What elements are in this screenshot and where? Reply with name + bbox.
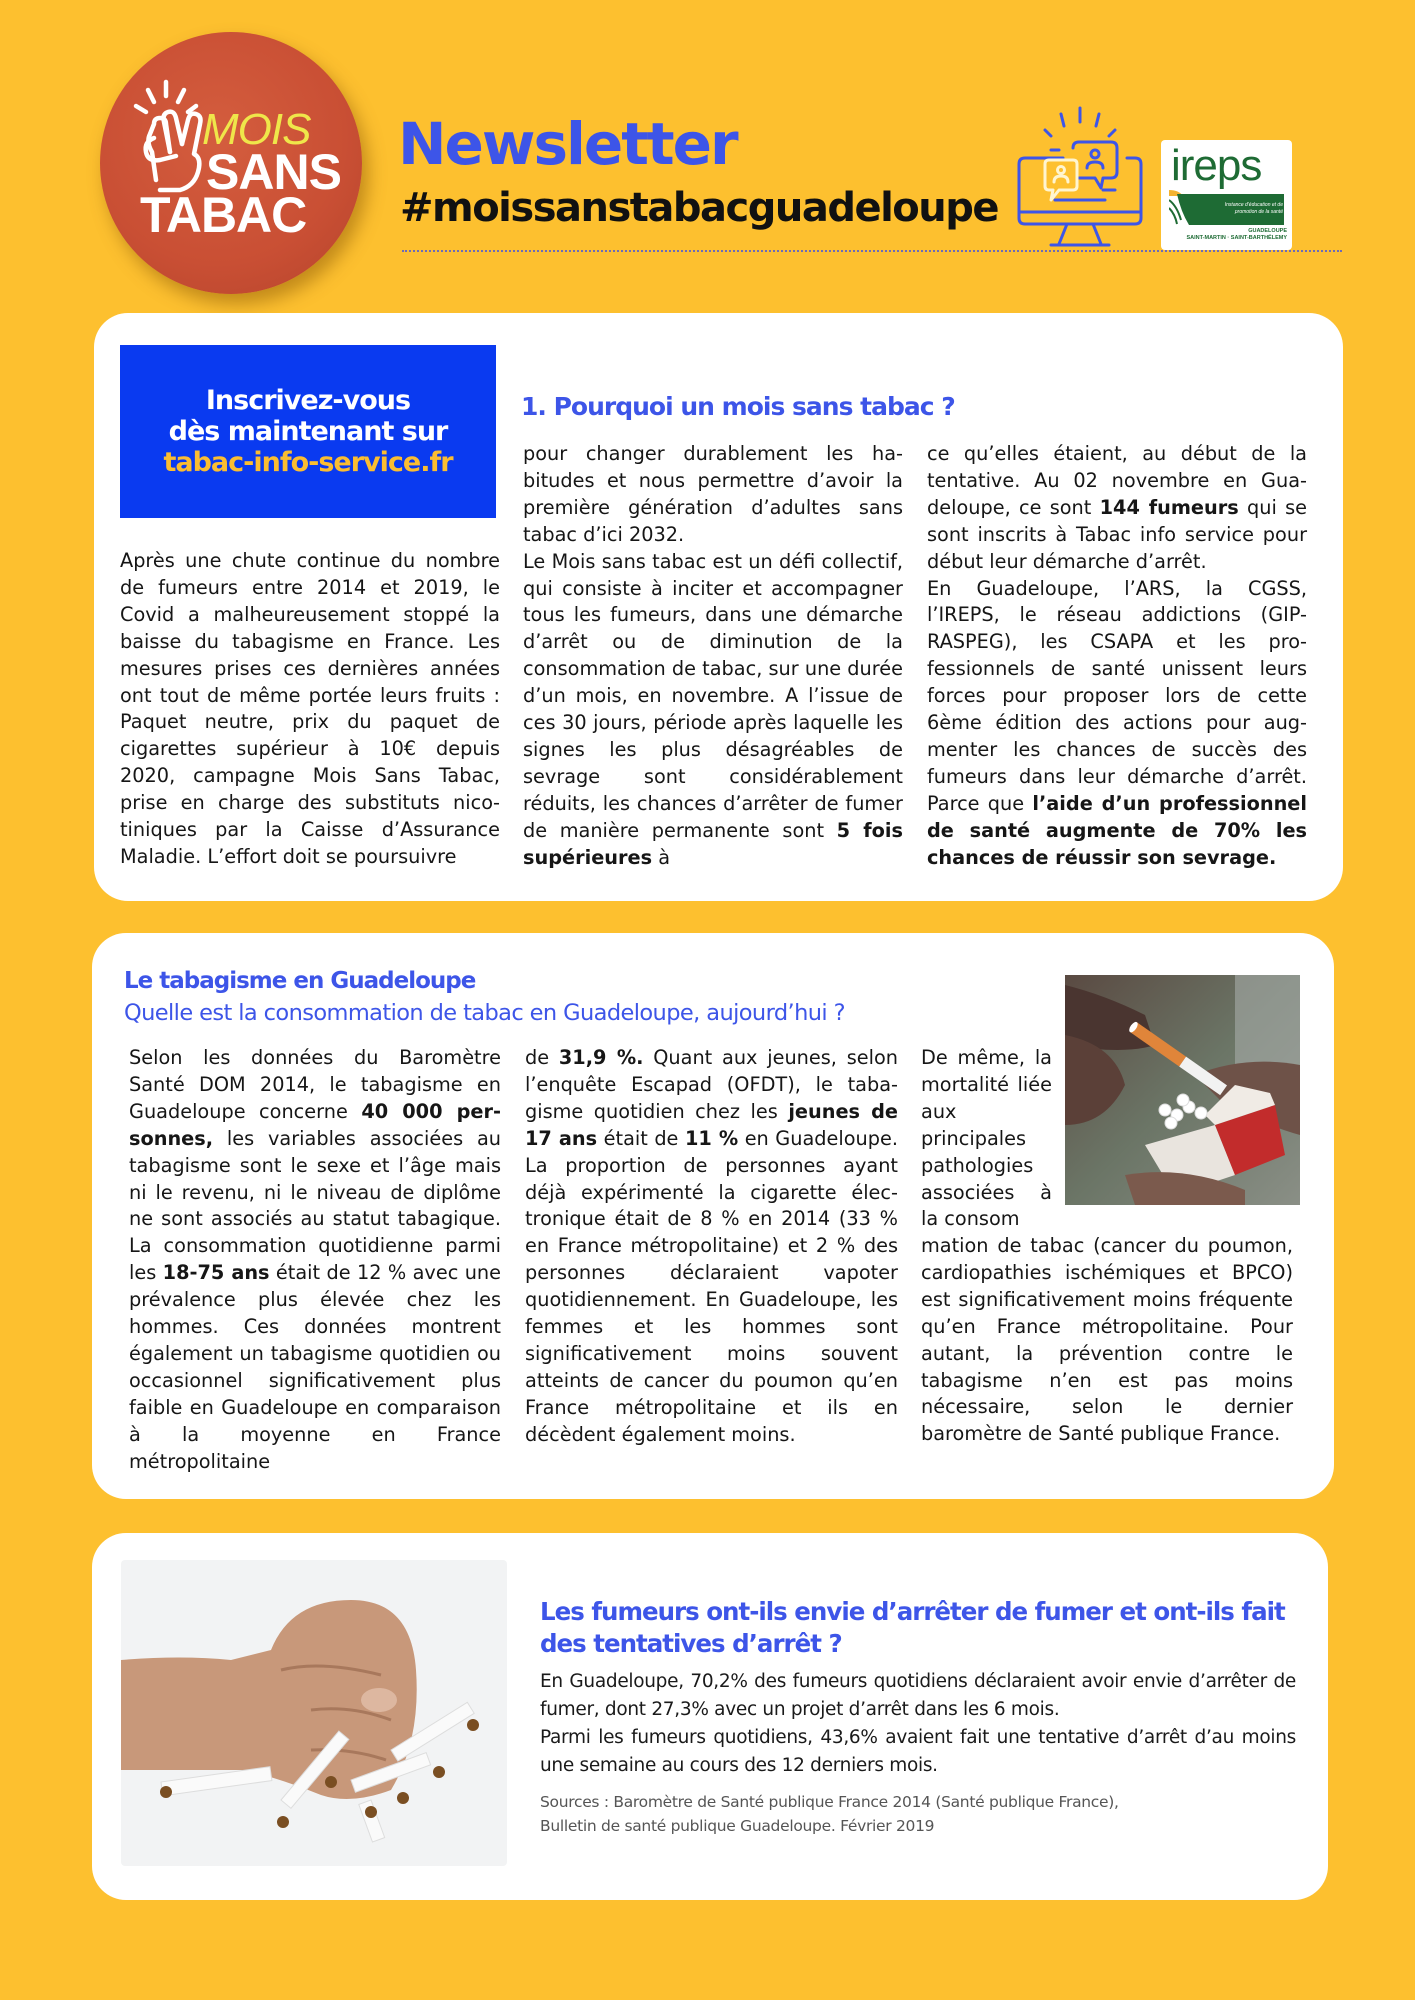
text-run: Le Mois sans tabac est un défi collectif, qui consiste à inciter et accompagner tous les fumeurs, dans une démarche d’arrêt ou de diminution de la consommation de tabac, sur une durée d’un mois, en novembre. A l’issue de ces 30 jours, période après laquelle les signes les plus désagréables de sevrage sont considérablement réduits, les chances d’arrêter de fumer de manière permanente sont [523,549,903,842]
sources-line-1: Sources : Baromètre de Santé publique France 2014 (Santé publique France), [540,1793,1119,1811]
section3-paragraph-2: Parmi les fumeurs quotidiens, 43,6% avaient fait une tentative d’arrêt d’au moins une semaine au cours des 12 derniers mois. [540,1727,1296,1776]
section2-column-3-bottom: mation de tabac (cancer du poumon, cardiopathies ischémiques et BPCO) est significativement moins fréquente qu’en France métropolitaine. Pour autant, la prévention contre le tabagisme n’en est pas moins nécessaire, selon le dernier baromètre de Santé publique France. [921,1234,1293,1446]
text-run: qui se sont inscrits à Tabac info service pour début leur démarche d’arrêt. [927,495,1307,573]
header-divider [402,250,1342,252]
sources-line-2: Bulletin de santé publique Guadeloupe. Février 2019 [540,1817,935,1835]
section2-column-1 [129,1045,501,1476]
emphasis-text: 144 fumeurs [1099,495,1239,519]
text-run: de [525,1046,559,1069]
section3-paragraph-1: En Guadeloupe, 70,2% des fumeurs quotidiens déclaraient avoir envie d’arrêter de fumer, dont 27,3% avec un projet d’arrêt dans les 6 mois. [540,1671,1296,1720]
text-run: était de 12 % avec une prévalence plus élevée chez les hommes. Ces données montrent également un tabagisme quotidien ou occasionnel significativement plus faible en Guadeloupe en comparaison à la moyenne en France métropolitaine [129,1261,501,1473]
ireps-region-line2: SAINT-MARTIN · SAINT-BARTHÉLEMY [1186,235,1287,242]
promo-banner-tabac-info-service[interactable] [120,345,496,518]
section2-column-3-top: De même, la mortalité liée aux principales pathologies associées à la consom [921,1046,1052,1231]
promo-link-tabac-info-service[interactable]: tabac-info-service.fr [163,447,453,478]
fist-crushing-cigarettes-photo [121,1560,507,1866]
section1-column-3 [927,441,1307,872]
cigarette-pack-illustration [1065,975,1300,1205]
subheading-consommation: Quelle est la consommation de tabac en Guadeloupe, aujourd’hui ? [124,1000,845,1026]
badge-mois-text: MOIS [202,105,311,154]
text-run: était de [597,1126,685,1150]
section2-column-2 [525,1045,898,1449]
text-run: Quant aux jeunes, selon l’enquête Escapad (OFDT), le tabagisme quotidien chez les [525,1046,898,1123]
mois-sans-tabac-badge [100,32,362,294]
newsletter-title: Newsletter [398,110,737,178]
ireps-tagline: Instance d'éducation et de promotion de la santé [1224,202,1283,215]
emphasis-text: 40 000 personnes, [129,1099,501,1150]
text-run: à [652,845,671,869]
badge-sans-text: SANS [206,144,341,200]
heading-envie-arreter: Les fumeurs ont-ils envie d’arrêter de fumer et ont-ils fait des tentatives d’arrêt ? [540,1597,1285,1658]
promo-line-2: dès maintenant sur [168,416,448,447]
text-run: les variables associées au tabagisme sont le sexe et l’âge mais ni le revenu, ni le niveau de diplôme ne sont associés au statut tabagique. La consommation quotidienne parmi les [129,1126,501,1285]
section1-column-2 [523,441,903,872]
promo-line-1: Inscrivez-vous [205,385,411,416]
monitor-chat-icon [1015,100,1145,252]
ireps-logo-wordmark: ireps [1171,141,1262,190]
emphasis-text: 5 fois supérieures [523,818,904,869]
emphasis-text: jeunes de 17 ans [525,1099,898,1150]
heading-tabagisme-guadeloupe: Le tabagisme en Guadeloupe [124,968,476,994]
emphasis-text: 11 % [684,1126,739,1150]
sources-note [540,1790,1300,1838]
heading-pourquoi: 1. Pourquoi un mois sans tabac ? [521,392,955,421]
text-run: pour changer durablement les habitudes et nous permettre d’avoir la première génération d’adultes sans tabac d’ici 2032. [523,442,903,546]
text-run: Après une chute continue du nombre de fumeurs entre 2014 et 2019, le Covid a malheureusement stoppé la baisse du tabagisme en France. Les mesures prises ces dernières années ont tout de même portée leurs fruits : Paquet neutre, prix du paquet de cigarettes supérieur à 10€ depuis 2020, campagne Mois Sans Tabac, prise en charge des substituts nicotiniques par la Caisse d’Assurance Maladie. L’effort doit se poursuivre [120,549,500,868]
badge-tabac-text: TABAC [140,187,307,243]
text-run: ce qu’elles étaient, au début de la tentative. Au 02 novembre en Guadeloupe, ce sont [927,442,1307,519]
fist-illustration [121,1560,507,1866]
emphasis-text: l’aide d’un professionnel de santé augmente de 70% les chances de réussir son sevrage. [927,791,1307,869]
emphasis-text: 31,9 %. [558,1046,644,1069]
section1-column-1 [120,548,500,871]
ireps-region-line1: GUADELOUPE [1248,228,1287,234]
ireps-logo [1161,140,1292,250]
text-run: Selon les données du Baromètre Santé DOM 2014, le tabagisme en Guadeloupe concerne [129,1046,501,1123]
cigarette-pack-photo [1065,975,1300,1205]
text-run: en Guadeloupe. La proportion de personnes ayant déjà expérimenté la cigarette électronique était de 8 % en 2014 (33 % en France métropolitaine) et 2 % des personnes déclaraient vapoter quotidiennement. En Guadeloupe, les femmes et les hommes sont significativement moins souvent atteints de cancer du poumon qu’en France métropolitaine et ils en décèdent également moins. [525,1126,898,1446]
text-run: En Guadeloupe, l’ARS, la CGSS, l’IREPS, le réseau addictions (GIP-RASPEG), les CSAPA et les professionnels de santé unissent leurs forces pour proposer lors de cette 6ème édition des actions pour augmenter les chances de succès des fumeurs dans leur démarche d’arrêt. Parce que [927,576,1307,815]
ireps-region [1167,228,1287,242]
hashtag: #moissanstabacguadeloupe [400,185,999,231]
emphasis-text: 18-75 ans [162,1261,270,1285]
section3-body [540,1668,1296,1780]
